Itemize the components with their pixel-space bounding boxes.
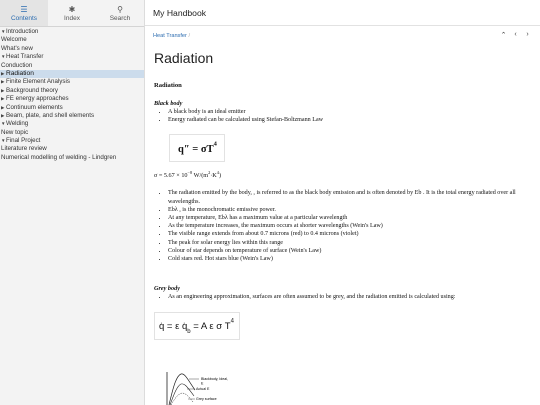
toc-item[interactable] <box>0 70 144 78</box>
toc-item[interactable] <box>0 120 144 128</box>
table-of-contents <box>0 27 144 162</box>
breadcrumb-separator: / <box>188 33 191 39</box>
list-item: • The peak for solar energy lies within this range <box>168 239 534 247</box>
triangle-down-icon[interactable]: ▼ <box>1 54 6 60</box>
list-item: • The visible range extends from about 0.7 microns (red) to 0.4 microns (violet) <box>168 230 534 238</box>
toc-item-label: What's new <box>1 44 33 52</box>
list-item: • Colour of star depends on temperature of surface (Wein's Law) <box>168 247 534 255</box>
greybody-list <box>154 293 534 301</box>
toc-item[interactable] <box>0 45 144 53</box>
breadcrumb <box>153 33 190 39</box>
sidebar-tabs <box>0 0 144 27</box>
section-heading: Radiation <box>154 82 182 89</box>
toc-item-label: Conduction <box>1 61 33 69</box>
list-item: • A black body is an ideal emitter <box>168 108 534 116</box>
toc-item-label: Background theory <box>6 86 58 94</box>
search-icon: ⚲ <box>117 4 123 14</box>
sigma-prefix: σ = 5.67 × 10 <box>154 172 188 180</box>
tab-search-label: Search <box>109 14 131 22</box>
breadcrumb-link[interactable]: Heat Transfer <box>153 33 187 39</box>
grey-eq-left: q̇ = ε q̇ <box>159 320 188 332</box>
greybody-heading: Grey body <box>154 285 180 293</box>
chevron-right-icon[interactable]: › <box>526 31 529 38</box>
toc-item[interactable] <box>0 53 144 61</box>
toc-item-label: Introduction <box>6 28 39 35</box>
blackbody-curve <box>169 374 195 405</box>
triangle-down-icon[interactable]: ▼ <box>1 121 6 127</box>
page-content <box>154 50 534 340</box>
toc-item[interactable] <box>0 104 144 112</box>
toc-item-label: Finite Element Analysis <box>6 78 70 86</box>
toc-item-label: Welding <box>6 120 29 128</box>
tab-search[interactable] <box>96 0 144 26</box>
list-item: • Cold stars red. Hot stars blue (Wein's Law) <box>168 255 534 263</box>
toc-item[interactable] <box>0 87 144 95</box>
label-blackbody: Blackbody, Ideal, <box>201 377 229 381</box>
sigma-exponent: −8 <box>187 170 193 176</box>
grey-eq-right: = A ε σ T <box>190 320 231 332</box>
list-item: • As an engineering approximation, surfaces are often assumed to be grey, and the radiation emitted is calculated using: <box>168 293 534 301</box>
sigma-unit-end: ) <box>218 172 221 180</box>
formula-exponent: 4 <box>213 141 217 149</box>
toc-item[interactable] <box>0 62 144 70</box>
toc-item-label: Radiation <box>6 69 34 77</box>
toc-item-label: New topic <box>1 128 29 136</box>
sigma-unit-exp1: 2 <box>208 170 211 176</box>
list-icon: ☰ <box>20 4 28 14</box>
list-item: • At any temperature, Ebλ has a maximum value at a particular wavelength <box>168 214 534 222</box>
emission-spectrum-figure <box>155 370 265 405</box>
toc-item-label: Continuum elements <box>6 103 63 111</box>
sigma-unit-mid: ·K <box>210 172 217 180</box>
list-item: • The radiation emitted by the body, , is referred to as the black body emission and is often denoted by Eb . It is the total energy radiated over all wavelengths. <box>168 189 534 205</box>
toc-item[interactable] <box>0 28 144 36</box>
list-item: • As the temperature increases, the maximum occurs at shorter wavelengths (Wein's Law) <box>168 222 534 230</box>
triangle-down-icon[interactable]: ▼ <box>1 29 6 34</box>
toc-item-label: Final Project <box>6 137 41 145</box>
sigma-unit: W/(m <box>192 172 209 180</box>
sigma-unit-exp2: 4 <box>216 170 219 176</box>
label-blackbody-fn: E <box>201 381 204 386</box>
stefan-boltzmann-formula <box>169 134 225 162</box>
header-divider <box>145 25 540 26</box>
page-title: Radiation <box>154 50 214 66</box>
toc-item-label: Heat Transfer <box>6 53 44 61</box>
triangle-right-icon[interactable]: ▶ <box>1 70 5 76</box>
triangle-right-icon[interactable]: ▶ <box>1 112 5 118</box>
grey-eq-subscript: b <box>187 328 191 335</box>
toc-item-label: Literature review <box>1 145 47 153</box>
triangle-right-icon[interactable]: ▶ <box>1 96 5 102</box>
blackbody-heading: Black body <box>154 100 183 107</box>
formula-main: q″ = σT <box>178 144 214 156</box>
tab-index-label: Index <box>64 14 80 22</box>
toc-item-label: Welcome <box>1 36 27 44</box>
chevron-left-icon[interactable]: ‹ <box>514 31 517 38</box>
grey-body-formula <box>154 312 240 340</box>
chevron-up-icon[interactable]: ⌃ <box>500 32 507 39</box>
label-actual: Actual E <box>196 387 210 391</box>
page-nav <box>500 31 531 39</box>
toc-item[interactable] <box>0 137 144 145</box>
grey-eq-exponent: 4 <box>230 318 234 325</box>
toc-item-label: Numerical modelling of welding - Lindgren <box>1 153 117 161</box>
toc-item[interactable] <box>0 112 144 120</box>
app-title: My Handbook <box>153 8 207 18</box>
tab-contents[interactable] <box>0 0 48 26</box>
blackbody-list-a <box>154 108 534 124</box>
toc-item[interactable] <box>0 145 144 153</box>
blackbody-list-b <box>154 189 534 263</box>
toc-item-label: Beam, plate, and shell elements <box>6 111 95 119</box>
sigma-constant <box>154 170 534 179</box>
main-panel <box>145 0 540 405</box>
tab-index[interactable] <box>48 0 96 26</box>
label-grey: Grey surface <box>196 397 217 401</box>
list-item: • Ebλ , is the monochromatic emissive power. <box>168 206 534 214</box>
tab-contents-label: Contents <box>10 14 38 22</box>
toc-item[interactable] <box>0 36 144 44</box>
toc-item[interactable] <box>0 154 144 162</box>
asterisk-icon: ✱ <box>68 4 76 14</box>
toc-item[interactable] <box>0 95 144 103</box>
triangle-right-icon[interactable]: ▶ <box>1 87 5 93</box>
sidebar <box>0 0 145 405</box>
triangle-down-icon[interactable]: ▼ <box>1 138 6 144</box>
toc-item[interactable] <box>0 78 144 86</box>
list-item: • Energy radiated can be calculated using Stefan-Boltzmann Law <box>168 116 534 124</box>
toc-item-label: FE energy approaches <box>6 95 69 103</box>
toc-item[interactable] <box>0 129 144 137</box>
triangle-right-icon[interactable]: ▶ <box>1 79 5 85</box>
triangle-right-icon[interactable]: ▶ <box>1 104 5 110</box>
